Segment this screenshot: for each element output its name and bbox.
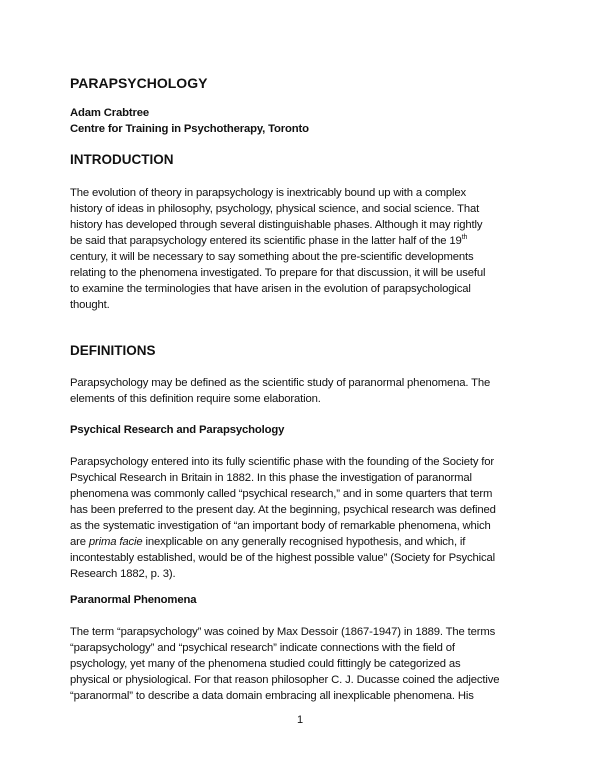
text-line: elements of this definition require some elaboration.: [70, 393, 321, 405]
text-line: “parapsychology” and “psychical research” indicate connections with the field of: [70, 642, 455, 654]
page-number: 1: [296, 714, 304, 726]
text-span: are: [70, 536, 89, 548]
text-span: inexplicable on any generally recognised hypothesis, and which, if: [142, 536, 466, 548]
text-line: The evolution of theory in parapsychology is inextricably bound up with a complex: [70, 187, 467, 199]
definitions-heading: DEFINITIONS: [70, 343, 156, 358]
text-line: history has developed through several distinguishable phases. Although it may rightly: [70, 219, 483, 231]
paranormal-heading: Paranormal Phenomena: [70, 594, 197, 606]
text-line: Psychical Research in Britain in 1882. In this phase the investigation of paranormal: [70, 472, 472, 484]
text-line: thought.: [70, 299, 110, 311]
text-line: to examine the terminologies that have arisen in the evolution of parapsychological: [70, 283, 471, 295]
text-line: [70, 534, 465, 550]
psychical-research-heading: Psychical Research and Parapsychology: [70, 424, 285, 436]
text-line: The term “parapsychology” was coined by Max Dessoir (1867-1947) in 1889. The terms: [70, 626, 496, 638]
text-span: be said that parapsychology entered its scientific phase in the latter half of the 19: [70, 235, 462, 247]
text-span: prima facie: [88, 536, 143, 548]
text-line: Parapsychology entered into its fully scientific phase with the founding of the Society for: [70, 456, 495, 468]
introduction-heading: INTRODUCTION: [70, 152, 174, 167]
text-line: psychology, yet many of the phenomena studied could fittingly be categorized as: [70, 658, 461, 670]
text-line: incontestably established, would be of the highest possible value” (Society for Psychical: [70, 552, 495, 564]
document-title: PARAPSYCHOLOGY: [70, 75, 208, 91]
text-line: relating to the phenomena investigated. To prepare for that discussion, it will be useful: [70, 267, 486, 279]
author-name: Adam Crabtree: [70, 107, 150, 119]
text-line: phenomena was commonly called “psychical research,” and in some quarters that term: [70, 488, 493, 500]
text-line: as the systematic investigation of “an important body of remarkable phenomena, which: [70, 520, 491, 532]
text-span: th: [461, 234, 468, 242]
text-line: Parapsychology may be defined as the scientific study of paranormal phenomena. The: [70, 377, 491, 389]
text-line: history of ideas in philosophy, psychology, physical science, and social science. That: [70, 203, 480, 215]
text-line: Research 1882, p. 3).: [70, 568, 176, 580]
text-line: physical or physiological. For that reason philosopher C. J. Ducasse coined the adjective: [70, 674, 500, 686]
text-line: has been preferred to the present day. At the beginning, psychical research was defined: [70, 504, 496, 516]
text-line: century, it will be necessary to say something about the pre-scientific developments: [70, 251, 474, 263]
text-line: “paranormal” to describe a data domain embracing all inexplicable phenomena. His: [70, 690, 474, 702]
author-affiliation: Centre for Training in Psychotherapy, Toronto: [70, 123, 309, 135]
text-line: [70, 233, 467, 249]
